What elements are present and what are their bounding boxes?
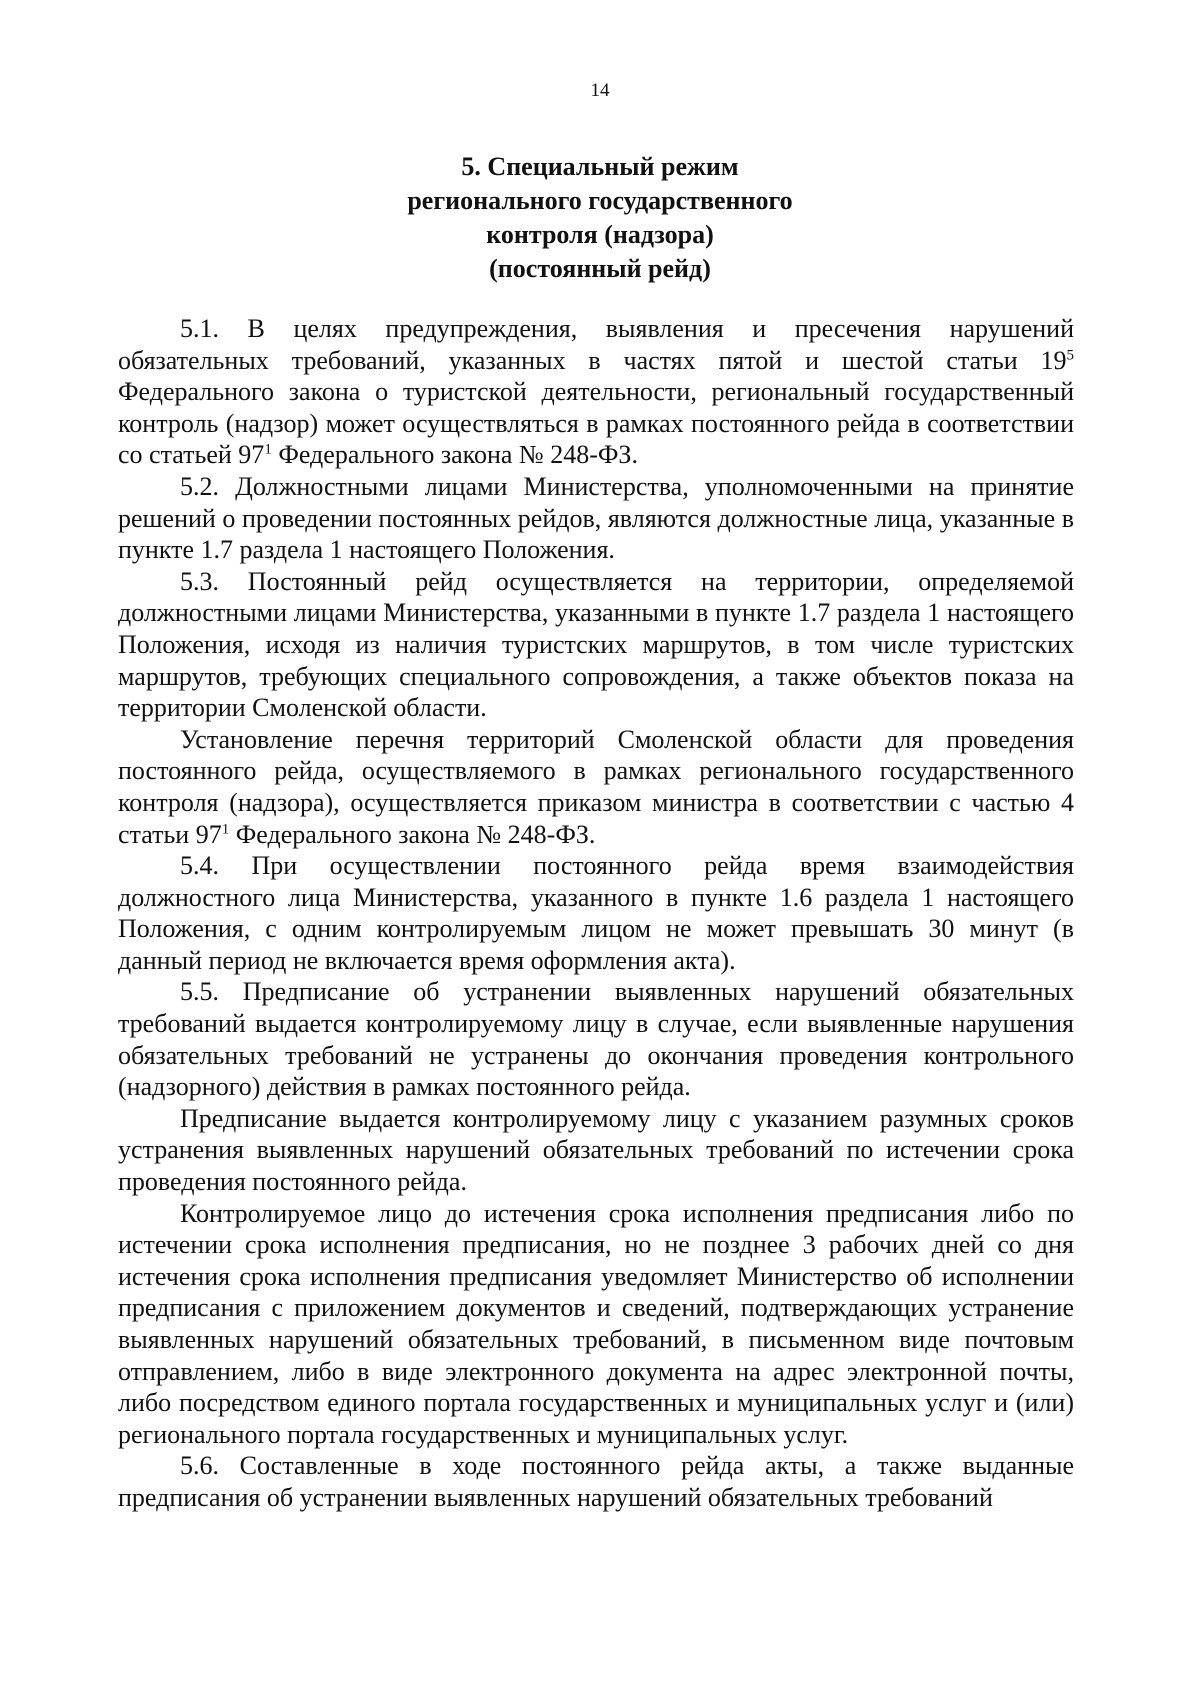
paragraph-5-2: 5.2. Должностными лицами Министерства, уполномоченными на принятие решений о проведении постоянных рейдов, являются должностные лица, указанные в пункте 1.7 раздела 1 настоящего Положения. — [118, 471, 1074, 565]
superscript: 1 — [221, 820, 230, 837]
section-heading — [300, 150, 900, 286]
paragraph-text: Федерального закона о туристской деятельности, региональный государственный контроль (надзор) может осуществляться в рамках постоянного рейда в соответствии со статьей 97 — [118, 377, 1074, 470]
paragraph-5-4: 5.4. При осуществлении постоянного рейда время взаимодействия должностного лица Министерства, указанного в пункте 1.6 раздела 1 настоящего Положения, с одним контролируемым лицом не может превышать 30 минут (в данный период не включается время оформления акта). — [118, 851, 1074, 975]
paragraph-text: 5.1. В целях предупреждения, выявления и пресечения нарушений обязательных требований, указанных в частях пятой и шестой статьи 19 — [118, 314, 1074, 375]
paragraph-text: Федерального закона № 248-ФЗ. — [229, 819, 596, 849]
heading-line-4: (постоянный рейд) — [489, 254, 711, 283]
superscript: 5 — [1066, 346, 1074, 363]
paragraph-5-1 — [118, 313, 1074, 471]
paragraph-5-6: 5.6. Составленные в ходе постоянного рейда акты, а также выданные предписания об устранении выявленных нарушений обязательных требований — [118, 1451, 1074, 1512]
paragraph-5-5-deadlines: Предписание выдается контролируемому лицу с указанием разумных сроков устранения выявленных нарушений обязательных требований по истечении срока проведения постоянного рейда. — [118, 1103, 1074, 1197]
paragraph-text: Установление перечня территорий Смоленской области для проведения постоянного рейда, осуществляемого в рамках регионального государственного контроля (надзора), осуществляется приказом министра в соответствии с частью 4 статьи 97 — [118, 724, 1074, 849]
page-number: 14 — [590, 80, 610, 101]
heading-line-2: регионального государственного — [407, 186, 793, 215]
paragraph-5-5-notification: Контролируемое лицо до истечения срока исполнения предписания либо по истечении срока исполнения предписания, но не позднее 3 рабочих дней со дня истечения срока исполнения предписания уведомляет Министерство об исполнении предписания с приложением документов и сведений, подтверждающих устранение выявленных нарушений обязательных требований, в письменном виде почтовым отправлением, либо в виде электронного документа на адрес электронной почты, либо посредством единого портала государственных и муниципальных услуг и (или) регионального портала государственных и муниципальных услуг. — [118, 1198, 1074, 1449]
heading-line-3: контроля (надзора) — [486, 220, 714, 249]
heading-line-1: 5. Специальный режим — [461, 152, 739, 181]
paragraph-5-3: 5.3. Постоянный рейд осуществляется на территории, определяемой должностными лицами Министерства, указанными в пункте 1.7 раздела 1 настоящего Положения, исходя из наличия туристских маршрутов, в том числе туристских маршрутов, требующих специального сопровождения, а также объектов показа на территории Смоленской области. — [118, 566, 1074, 723]
paragraph-5-5: 5.5. Предписание об устранении выявленных нарушений обязательных требований выдается контролируемому лицу в случае, если выявленные нарушения обязательных требований не устранены до окончания проведения контрольного (надзорного) действия в рамках постоянного рейда. — [118, 977, 1074, 1102]
document-body — [118, 313, 1074, 1514]
superscript: 1 — [264, 441, 272, 458]
paragraph-5-3-territories — [118, 724, 1074, 850]
paragraph-text: Федерального закона № 248-ФЗ. — [271, 440, 638, 470]
